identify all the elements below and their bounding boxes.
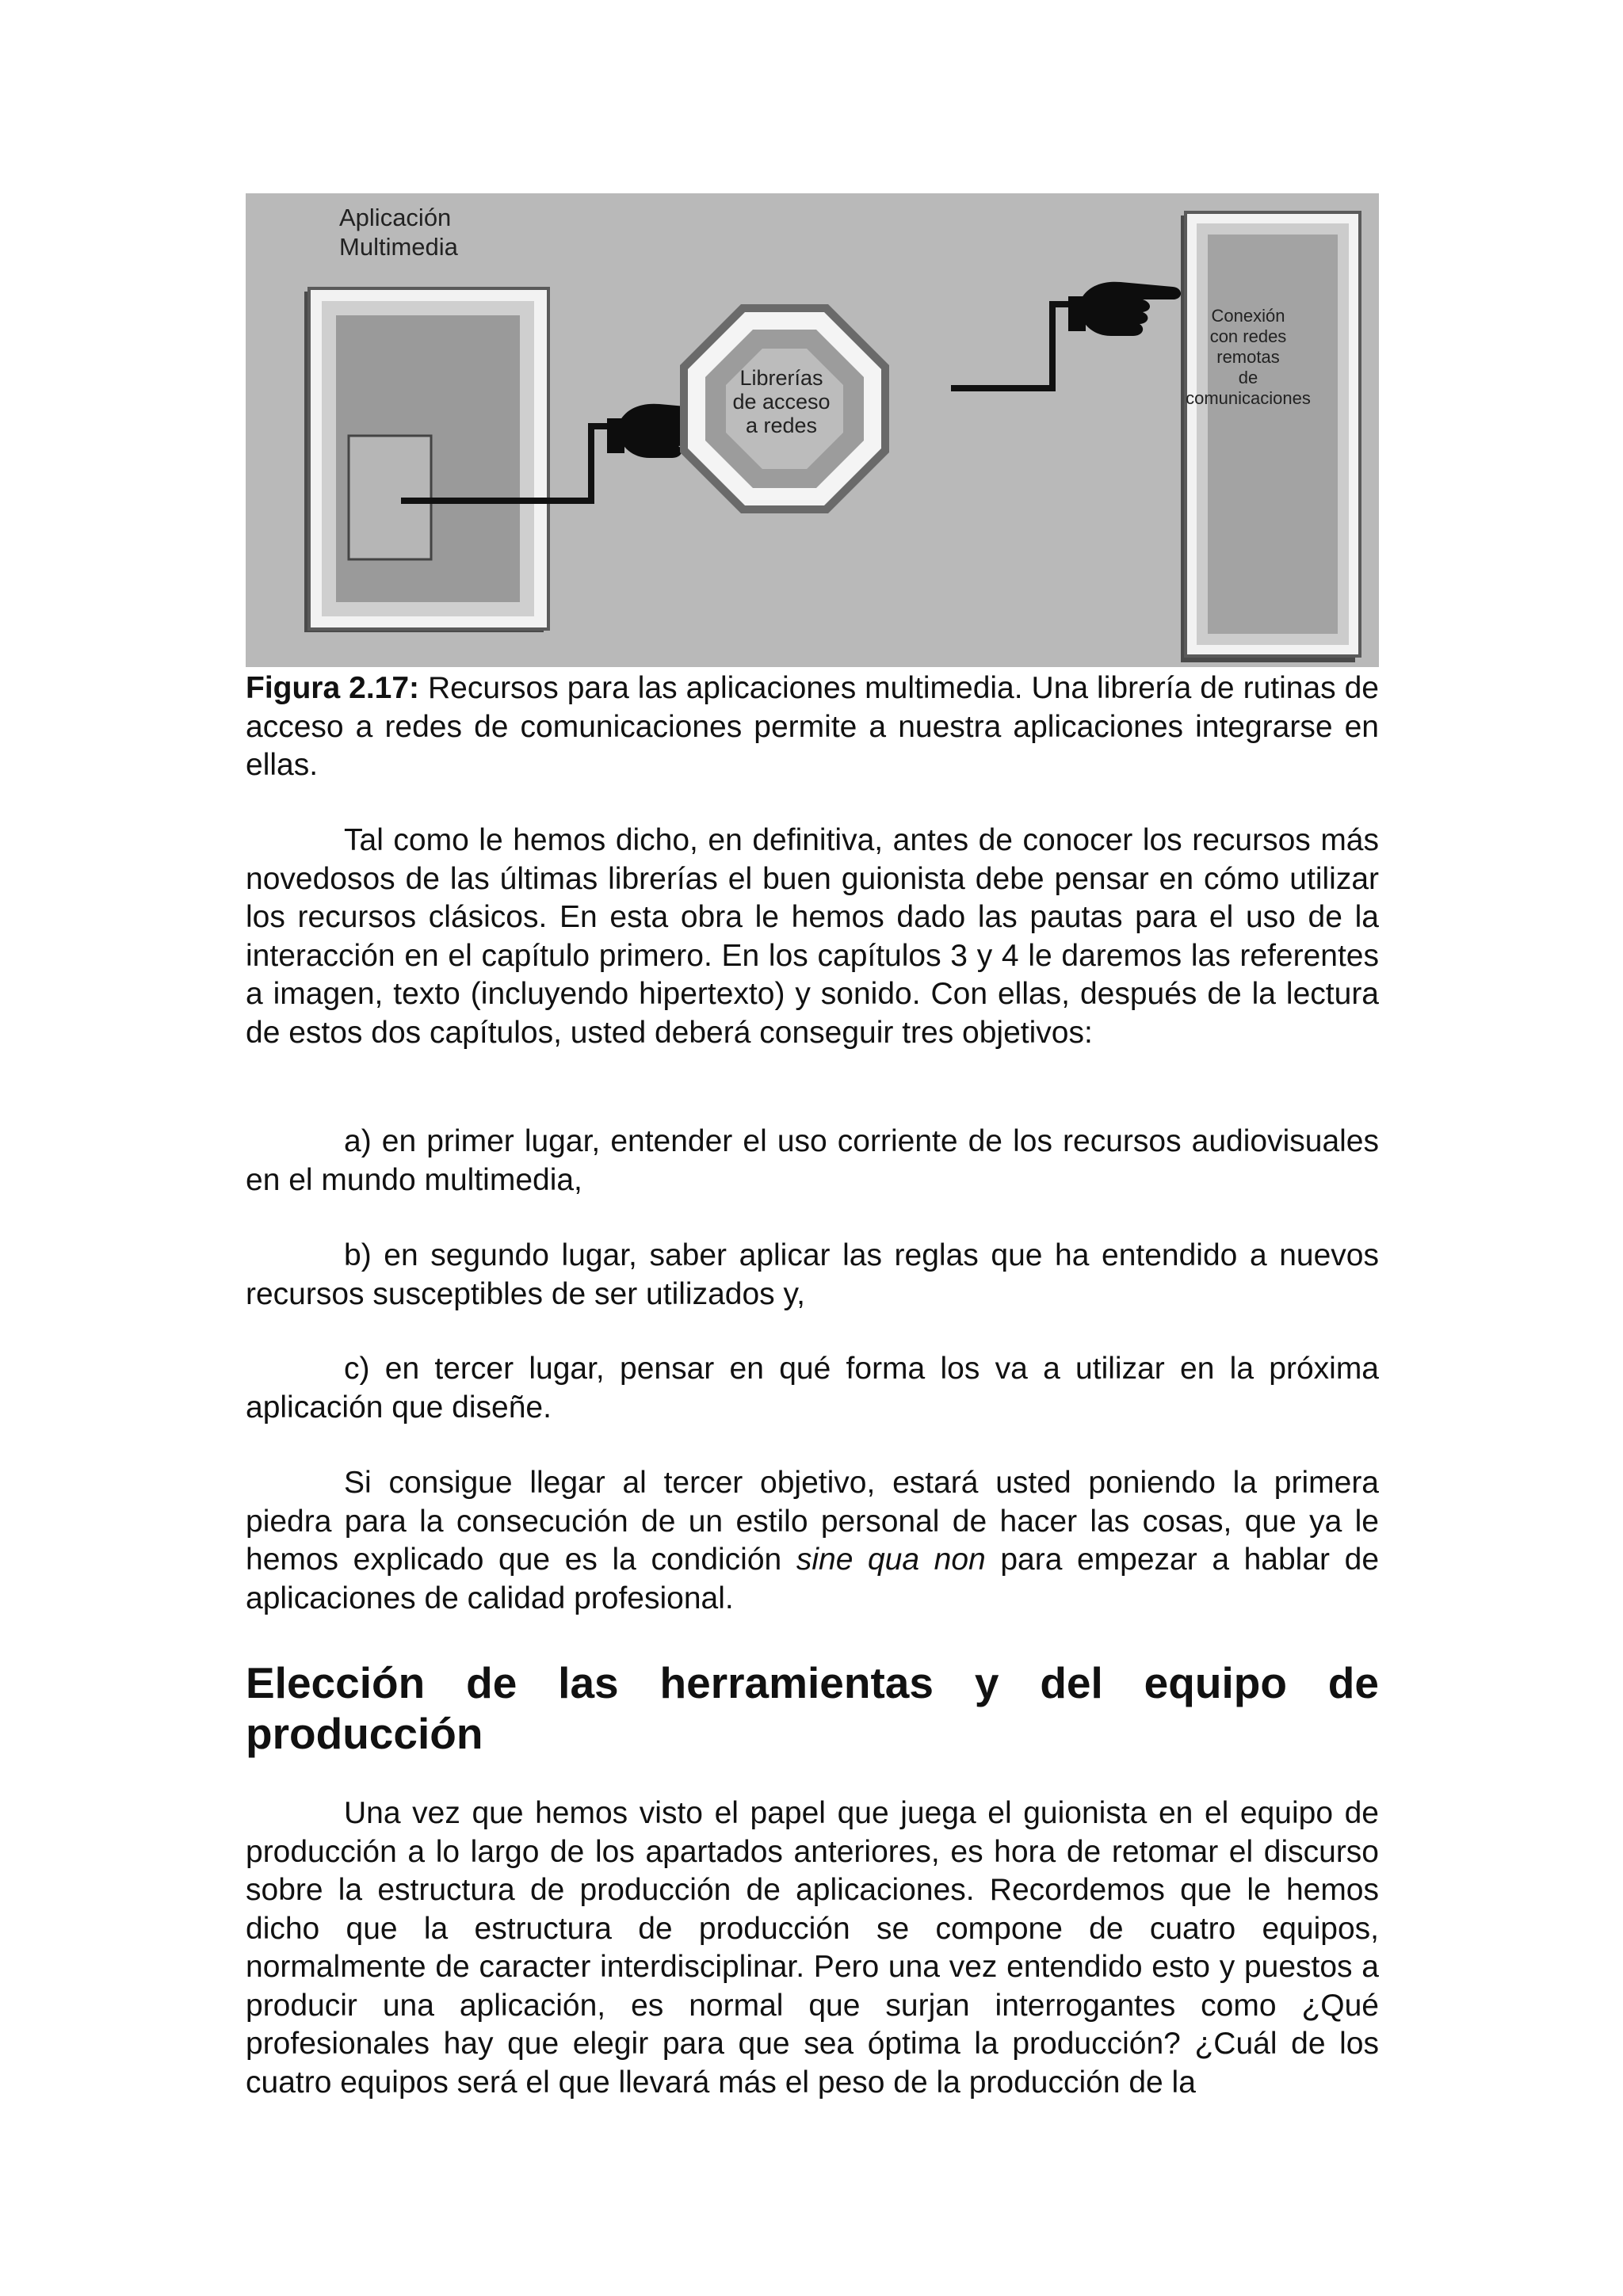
- lib-label-line: de acceso: [732, 390, 831, 414]
- figure-caption: [246, 669, 1379, 785]
- app-label-line: Aplicación: [339, 204, 452, 231]
- body-paragraph: [246, 822, 1379, 1052]
- paragraph-text: para empezar a hablar de aplicaciones de calidad profesional.: [246, 1543, 1380, 1615]
- conn-label-line: con redes: [1209, 326, 1287, 346]
- lib-label-line: Librerías: [739, 366, 823, 390]
- app-label-line: Multimedia: [339, 233, 458, 261]
- list-item: [246, 1350, 1379, 1427]
- figure-diagram: [246, 193, 1379, 667]
- conn-label-line: comunicaciones: [1186, 388, 1311, 408]
- pointing-hand-icon: [1068, 282, 1181, 336]
- lib-label-line: a redes: [745, 414, 818, 437]
- list-item-text: b) en segundo lugar, saber aplicar las reglas que ha entendido a nuevos recursos susceptibles de ser utilizados y,: [246, 1238, 1379, 1311]
- body-paragraph: [246, 1794, 1379, 2102]
- remote-network-box: [1181, 212, 1360, 662]
- italic-term: sine qua non: [796, 1543, 986, 1577]
- section-heading: Elección de las herramientas y del equipo de producción: [246, 1658, 1379, 1758]
- body-paragraph: [246, 1464, 1379, 1618]
- paragraph-text: Si consigue llegar al tercer objetivo, estará usted poniendo la primera piedra para la consecución de un estilo personal de hacer las cosas, que ya le hemos explicado que es la condición: [246, 1466, 1379, 1577]
- list-item-text: a) en primer lugar, entender el uso corriente de los recursos audiovisuales en el mundo multimedia,: [246, 1124, 1379, 1197]
- connector-line-right: [951, 304, 1086, 388]
- conn-label-line: de: [1238, 368, 1258, 387]
- list-item-text: c) en tercer lugar, pensar en qué forma los va a utilizar en la próxima aplicación que diseñe.: [246, 1352, 1379, 1425]
- paragraph-text: Tal como le hemos dicho, en definitiva, antes de conocer los recursos más novedosos de las últimas librerías el buen guionista debe pensar en cómo utilizar los recursos clásicos. En esta obra le hemos dado las pautas para el uso de la interacción en el capítulo primero. En los capítulos 3 y 4 le daremos las referentes a imagen, texto (incluyendo hipertexto) y sonido. Con ellas, después de la lectura de estos dos capítulos, usted deberá conseguir tres objetivos:: [246, 823, 1379, 1050]
- application-box: [304, 288, 548, 632]
- caption-label: Figura 2.17:: [246, 671, 420, 705]
- library-label: [714, 366, 849, 437]
- conn-label-line: remotas: [1216, 347, 1280, 367]
- conn-label-line: Conexión: [1211, 306, 1285, 326]
- paragraph-text: Una vez que hemos visto el papel que juega el guionista en el equipo de producción a lo largo de los apartados anteriores, es hora de retomar el discurso sobre la estructura de producción de aplicaciones. Recordemos que le hemos dicho que la estructura de producción se compone de cuatro equipos, normalmente de caracter interdisciplinar. Pero una vez entendido esto y puestos a producir una aplicación, es normal que surjan interrogantes como ¿Qué profesionales hay que elegir para que sea óptima la producción? ¿Cuál de los cuatro equipos será el que llevará más el peso de la producción de la: [246, 1796, 1379, 2100]
- list-item: [246, 1237, 1379, 1314]
- list-item: [246, 1123, 1379, 1199]
- caption-text: Recursos para las aplicaciones multimedia. Una librería de rutinas de acceso a redes de comunicaciones permite a nuestra aplicaciones integrarse en ellas.: [246, 671, 1380, 782]
- application-label: [339, 203, 458, 261]
- connection-label: [1165, 306, 1331, 409]
